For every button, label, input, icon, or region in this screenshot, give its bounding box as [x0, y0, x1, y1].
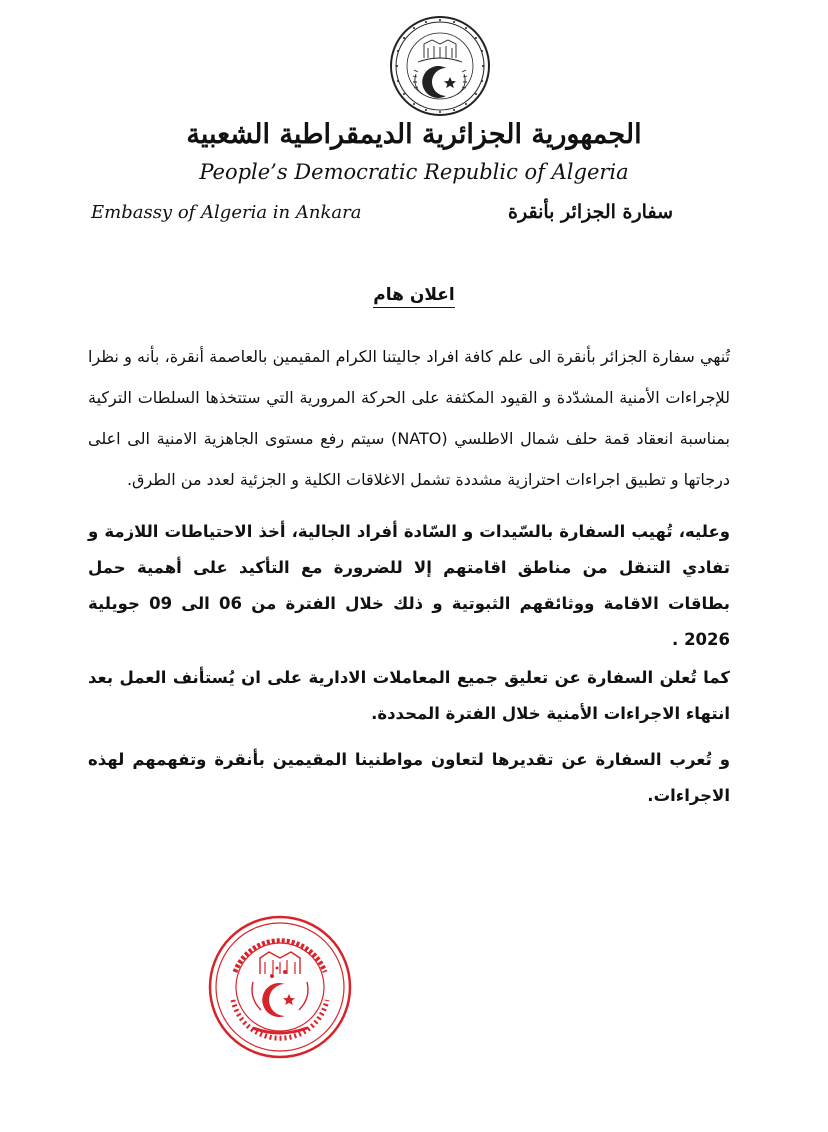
country-name-english: People’s Democratic Republic of Algeria [199, 160, 629, 184]
notice-paragraph-3: كما تُعلن السفارة عن تعليق جميع المعاملات الادارية على ان يُستأنف العمل بعد انتهاء الاجراءات الأمنية خلال الفترة المحددة. [88, 668, 730, 723]
notice-paragraph-2: وعليه، تُهيب السفارة بالسّيدات و السّادة أفراد الجالية، أخذ الاحتياطات اللازمة و تفادي التنقل من مناطق اقامتهم إلا للضرورة مع التأكيد على أهمية حمل بطاقات الاقامة ووثائقهم الثبوتية و ذلك خلال الفترة من 06 الى 09 جويلية 2026 . [88, 522, 730, 649]
notice-paragraph-1: تُنهي سفارة الجزائر بأنقرة الى علم كافة افراد جاليتنا الكرام المقيمين بالعاصمة أنقرة، بأنه و نظرا للإجراءات الأمنية المشدّدة و القيود المكثفة على الحركة المرورية التي ستتخذها السلطات التركية بمناسبة انعقاد قمة حلف شمال الاطلسي (NATO) سيتم رفع مستوى الجاهزية الامنية الى اعلى درجاتها و تطبيق اجراءات احترازية مشددة تشمل الاغلاقات الكلية و الجزئية لعدد من الطرق. [88, 347, 731, 489]
embassy-stamp-icon [205, 912, 355, 1062]
notice-paragraph-4: و تُعرب السفارة عن تقديرها لتعاون مواطنينا المقيمين بأنقرة وتفهمهم لهذه الاجراءات. [88, 750, 730, 805]
national-emblem-icon [388, 14, 492, 118]
embassy-name-arabic: سفارة الجزائر بأنقرة [508, 201, 673, 223]
notice-body [88, 336, 730, 814]
notice-title [0, 281, 828, 309]
country-name-arabic: الجمهورية الجزائرية الديمقراطية الشعبية [186, 119, 642, 150]
embassy-name-english: Embassy of Algeria in Ankara [91, 202, 362, 223]
notice-title-text: اعلان هام [373, 285, 454, 308]
